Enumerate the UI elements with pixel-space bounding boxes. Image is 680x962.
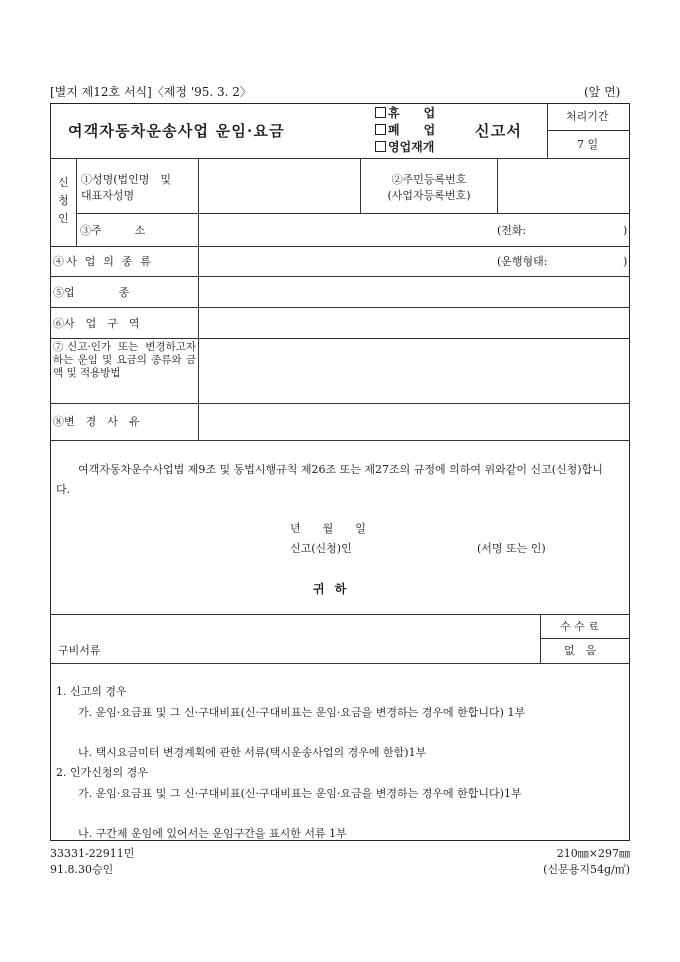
- footer-paper-type: (신문용지54g/㎡): [543, 863, 630, 876]
- divider: [198, 158, 199, 440]
- business-area-label: ⑥사 업 구 역: [53, 317, 140, 330]
- footer-code: 33331-22911민: [50, 847, 135, 860]
- applicant-side-label: 신 청 인: [58, 176, 69, 225]
- documents-label: 구비서류: [58, 644, 101, 657]
- divider: [547, 130, 630, 131]
- signature-note: (서명 또는 인): [477, 542, 546, 555]
- option-suspend-label: 휴 업: [388, 106, 436, 120]
- divider: [50, 276, 630, 277]
- checkbox-icon: [375, 124, 386, 135]
- divider: [50, 158, 630, 159]
- divider: [50, 403, 630, 404]
- form-title: 여객자동차운송사업 운임·요금: [68, 122, 285, 140]
- processing-period-value: 7 일: [577, 138, 599, 151]
- phone-label: (전화:: [497, 224, 527, 237]
- divider: [76, 158, 77, 246]
- divider: [360, 158, 361, 213]
- option-close: [375, 124, 435, 136]
- doc-item-1b: 나. 택시요금미터 변경계획에 관한 서류(택시운송사업의 경우에 한함)1부: [78, 746, 427, 759]
- checkbox-icon: [375, 107, 386, 118]
- doc-section-2: 2. 인가신청의 경우: [56, 766, 148, 779]
- option-resume: [375, 141, 434, 153]
- fee-value: 없 음: [564, 644, 597, 657]
- divider: [540, 638, 630, 639]
- option-suspend: [375, 107, 435, 119]
- divider: [50, 246, 630, 247]
- divider: [50, 338, 630, 339]
- addressee: 귀 하: [313, 582, 350, 596]
- divider: [50, 307, 630, 308]
- page-side: (앞 면): [584, 85, 621, 99]
- doc-item-2a: 가. 운임·요금표 및 그 신·구대비표(신·구대비표는 운임·요금을 변경하는 경우에 한합니다)1부: [78, 787, 522, 800]
- registration-number-label: ②주민등록번호 (사업자등록번호): [387, 173, 471, 202]
- form-number: [별지 제12호 서식]〈제정 '95. 3. 2〉: [50, 85, 252, 99]
- operation-type-close: ): [623, 255, 628, 268]
- footer-paper-size: 210㎜×297㎜: [556, 847, 630, 860]
- declaration-text: 여객자동차운수사업법 제9조 및 동법시행규칙 제26조 또는 제27조의 규정에 의하여 위와같이 신고(신청)합니다.: [56, 463, 603, 496]
- form-title-suffix: 신고서: [475, 122, 523, 140]
- option-resume-label: 영업재개: [388, 140, 435, 154]
- footer-approval: 91.8.30승인: [50, 863, 114, 876]
- checkbox-icon: [375, 141, 386, 152]
- fee-label: 수 수 료: [560, 620, 599, 633]
- doc-section-1: 1. 신고의 경우: [56, 685, 127, 698]
- industry-label: ⑤업 종: [53, 286, 130, 299]
- phone-close: ): [623, 224, 628, 237]
- divider: [540, 614, 541, 663]
- applicant-line: 신고(신청)인: [290, 542, 352, 555]
- divider: [50, 440, 630, 441]
- divider: [50, 663, 630, 664]
- address-label: ③주 소: [80, 224, 146, 237]
- processing-period-label: 처리기간: [566, 110, 609, 123]
- option-close-label: 폐 업: [388, 123, 436, 137]
- doc-item-1a: 가. 운임·요금표 및 그 신·구대비표(신·구대비표는 운임·요금을 변경하는 경우에 한합니다) 1부: [78, 706, 526, 719]
- divider: [50, 614, 630, 615]
- divider: [76, 213, 630, 214]
- change-reason-label: ⑧변 경 사 유: [53, 415, 140, 428]
- date-line: 년 월 일: [290, 522, 366, 535]
- operation-type-label: (운행형태:: [497, 255, 548, 268]
- divider: [497, 158, 498, 213]
- divider: [547, 103, 548, 158]
- fare-change-label: ⑦신고·인가 또는 변경하고자 하는 운임 및 요금의 종류와 금액 및 적용방법: [53, 341, 196, 379]
- name-label: ①성명(법인명 및 대표자성명: [81, 173, 172, 202]
- business-type-label: ④사 업 의 종 류: [53, 255, 154, 268]
- doc-item-2b: 나. 구간제 운임에 있어서는 운임구간을 표시한 서류 1부: [78, 827, 347, 840]
